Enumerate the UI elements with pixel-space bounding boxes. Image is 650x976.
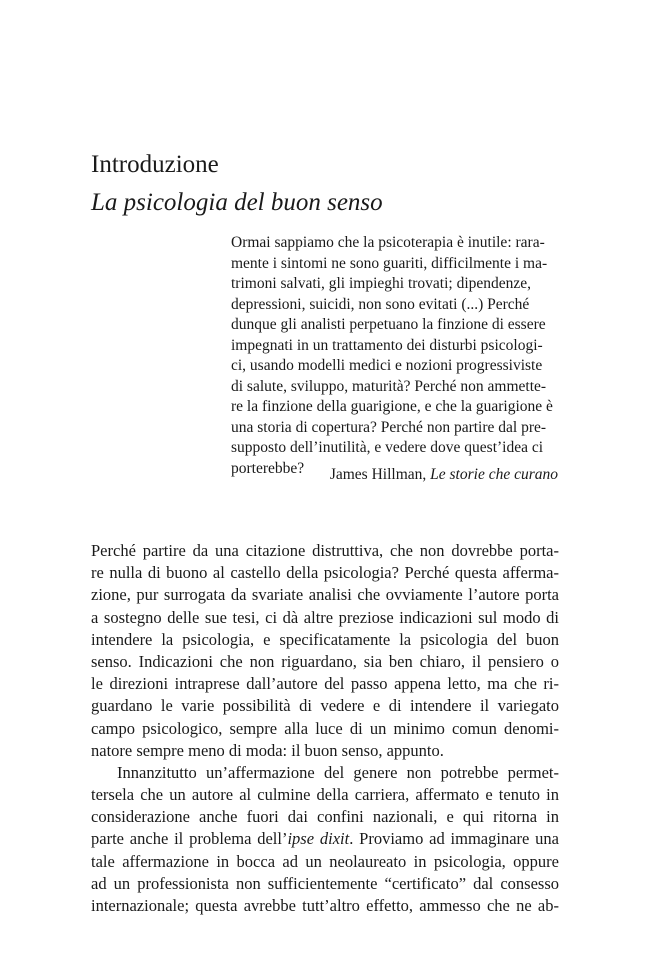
body-line: internazionale; questa avrebbe tutt’altro effetto, ammesso che ne ab- [91,896,559,915]
body-line: tersela che un autore al culmine della carriera, affermato e tenuto in [91,785,559,805]
body-line: considerazione anche fuori dai confini nazionali, e qui ritorna in [91,807,559,827]
body-line [91,828,559,850]
epigraph-line: trimoni salvati, gli impieghi trovati; dipendenze, [231,275,532,292]
body-text [91,540,559,917]
attribution-work: Le storie che curano [430,466,558,483]
body-line: natore sempre meno di moda: il buon senso, appunto. [91,740,444,760]
epigraph-attribution [330,465,558,485]
body-line: ad un professionista non sufficientemente “certificato” dal consesso [91,873,559,893]
body-line: Innanzitutto un’affermazione del genere non potrebbe permet- [117,762,559,782]
body-line: Perché partire da una citazione distruttiva, che non dovrebbe porta- [91,541,559,560]
body-line: intendere la psicologia, e specificatamente la psicologia del buon [91,629,559,649]
epigraph-line: depressioni, suicidi, non sono evitati (...) Perché [231,295,530,313]
body-line: guardano le varie possibilità di vedere e di intendere il variegato [91,696,559,716]
chapter-subtitle: La psicologia del buon senso [91,189,383,216]
epigraph-line: porterebbe? [231,459,305,477]
epigraph-quote [231,233,558,479]
epigraph-line: impegnati in un trattamento dei disturbi psicologi- [231,336,543,354]
chapter-title: Introduzione [91,151,219,178]
attribution-author: James Hillman, [329,466,427,483]
epigraph-line: una storia di copertura? Perché non partire dal pre- [231,418,547,436]
body-line: le direzioni intraprese dall’autore del passo appena letto, ma che ri- [91,674,559,694]
body-line: re nulla di buono al castello della psicologia? Perché questa afferma- [91,563,559,583]
body-line: a sostegno delle sue tesi, ci dà altre preziose indicazioni sul modo di [91,607,559,627]
epigraph-line: di salute, sviluppo, maturità? Perché non ammette- [231,377,547,395]
body-text-span: . Proviamo ad immaginare una [349,829,559,849]
epigraph-line: Ormai sappiamo che la psicoterapia è inutile: rara- [231,234,545,251]
epigraph-line: ci, usando modelli medici e nozioni progressiviste [231,357,543,374]
body-line: campo psicologico, sempre alla luce di un minimo comun denomi- [91,718,559,738]
body-text-span: parte anche il problema dell’ [91,829,288,849]
body-line: zione, pur surrogata da svariate analisi che ovviamente l’autore porta [91,585,559,605]
body-line: senso. Indicazioni che non riguardano, sia ben chiaro, il pensiero o [91,651,559,671]
latin-phrase: ipse dixit [287,829,350,849]
epigraph-line: mente i sintomi ne sono guariti, difficilmente i ma- [231,254,548,272]
epigraph-line: re la finzione della guarigione, e che la guarigione è [231,398,553,415]
epigraph-line: dunque gli analisti perpetuano la finzione di essere [231,316,546,333]
epigraph-line: supposto dell’inutilità, e vedere dove quest’idea ci [231,439,544,456]
body-line: tale affermazione in bocca ad un neolaureato in psicologia, oppure [91,851,559,871]
